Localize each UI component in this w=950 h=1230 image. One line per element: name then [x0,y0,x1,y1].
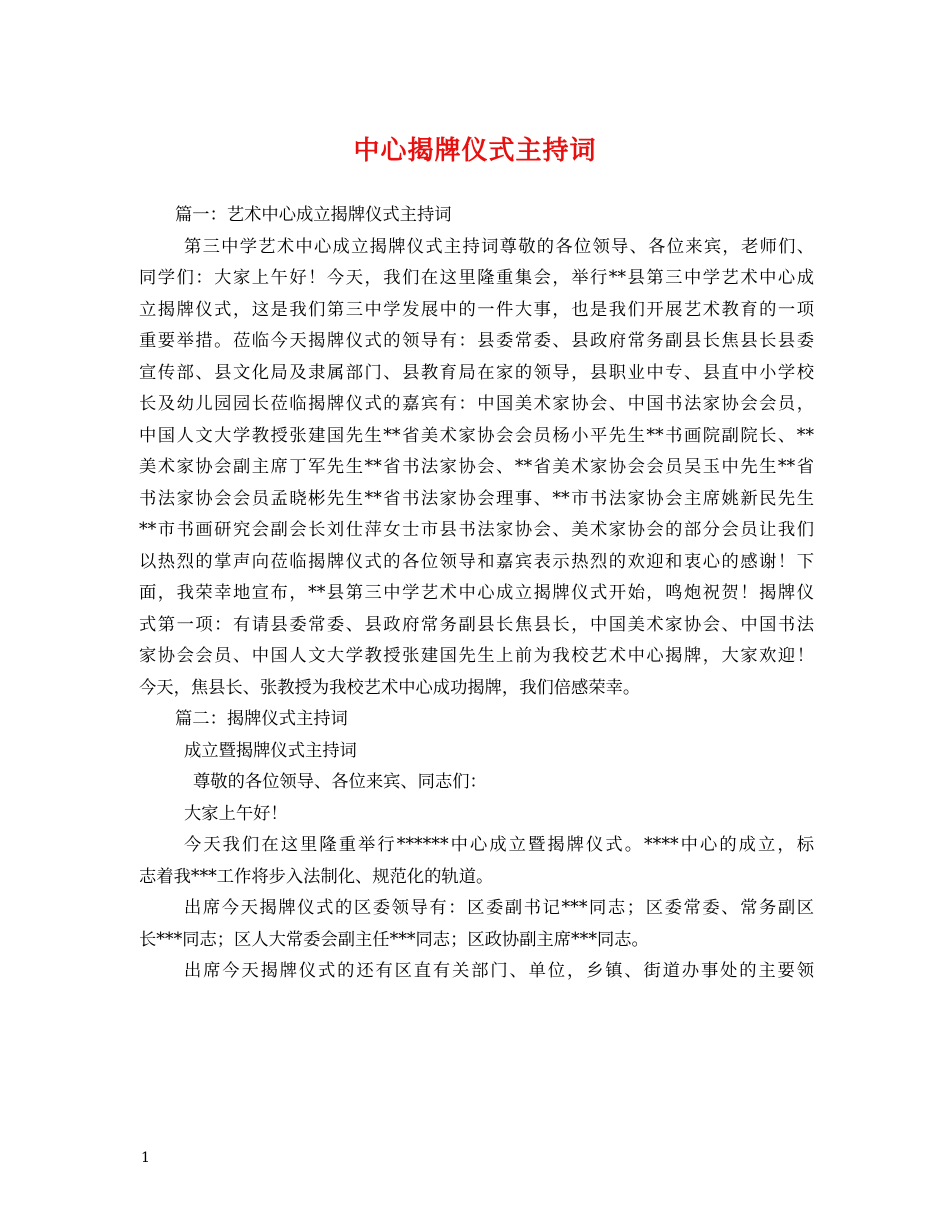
paragraph-line: 式第一项：有请县委常委、县政府常务副县长焦县长，中国美术家协会、中国书法 [139,614,814,635]
document-title: 中心揭牌仪式主持词 [353,136,597,166]
paragraph-line: 书法家协会会员孟晓彬先生**省书法家协会理事、**市书法家协会主席姚新民先生 [139,488,814,509]
paragraph-line: 出席今天揭牌仪式的区委领导有：区委副书记***同志；区委常委、常务副区 [184,898,814,918]
subheading: 成立暨揭牌仪式主持词 [184,740,357,761]
paragraph-line: 今天，焦县长、张教授为我校艺术中心成功揭牌，我们倍感荣幸。 [139,677,641,698]
section-heading: 篇二：揭牌仪式主持词 [175,709,348,729]
paragraph-line: 第三中学艺术中心成立揭牌仪式主持词尊敬的各位领导、各位来宾，老师们、 [184,236,814,257]
paragraph-line: 以热烈的掌声向莅临揭牌仪式的各位领导和嘉宾表示热烈的欢迎和衷心的感谢！下 [139,551,814,572]
document-body [139,200,814,988]
section-heading: 篇一：艺术中心成立揭牌仪式主持词 [175,205,452,225]
page-number: 1 [141,1150,150,1166]
paragraph-line: 出席今天揭牌仪式的还有区直有关部门、单位，乡镇、街道办事处的主要领 [184,961,814,981]
paragraph-line: 长***同志；区人大常委会副主任***同志；区政协副主席***同志。 [139,929,649,950]
paragraph-line: 立揭牌仪式，这是我们第三中学发展中的一件大事，也是我们开展艺术教育的一项 [139,299,814,320]
greeting-line: 大家上午好！ [184,803,288,824]
paragraph-line: 重要举措。莅临今天揭牌仪式的领导有：县委常委、县政府常务副县长焦县长县委 [139,331,814,351]
paragraph-line: 志着我***工作将步入法制化、规范化的轨道。 [139,866,494,887]
paragraph-line: 中国人文大学教授张建国先生**省美术家协会会员杨小平先生**书画院副院长、** [139,425,814,446]
paragraph-line: 面，我荣幸地宣布，**县第三中学艺术中心成立揭牌仪式开始，鸣炮祝贺！揭牌仪 [139,583,814,603]
salutation-line: 尊敬的各位领导、各位来宾、同志们： [193,772,487,792]
paragraph-line: 长及幼儿园园长莅临揭牌仪式的嘉宾有：中国美术家协会、中国书法家协会会员， [139,394,814,414]
paragraph-line: 宣传部、县文化局及隶属部门、县教育局在家的领导，县职业中专、县直中小学校 [139,362,814,383]
paragraph-line: 家协会会员、中国人文大学教授张建国先生上前为我校艺术中心揭牌，大家欢迎！ [139,646,814,666]
paragraph-line: 美术家协会副主席丁军先生**省书法家协会、**省美术家协会会员吴玉中先生**省 [139,457,814,477]
paragraph-line: 今天我们在这里隆重举行******中心成立暨揭牌仪式。****中心的成立，标 [184,835,814,855]
paragraph-line: **市书画研究会副会长刘仕萍女士市县书法家协会、美术家协会的部分会员让我们 [139,520,814,540]
paragraph-line: 同学们：大家上午好！今天，我们在这里隆重集会，举行**县第三中学艺术中心成 [139,268,814,288]
